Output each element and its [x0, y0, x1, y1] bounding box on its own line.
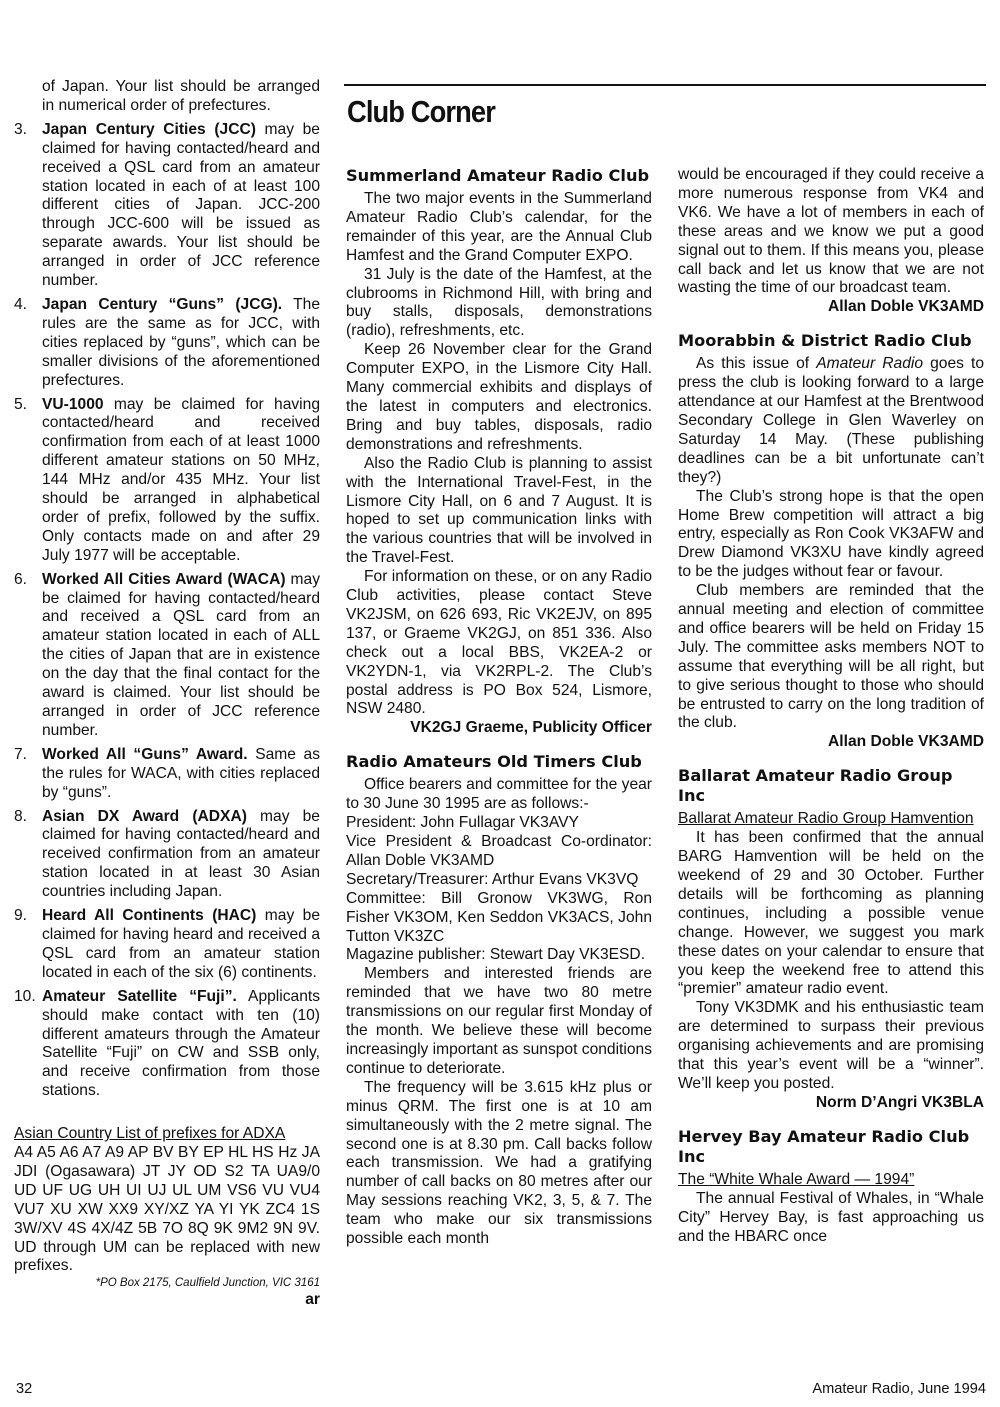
award-text: may be claimed for having heard and received a QSL card from an amateur station located in each of the six (6) continents.: [42, 907, 320, 981]
text-run: As this issue of: [696, 355, 817, 373]
award-text: may be claimed for having contacted/heard and received confirmation from an amateur station located in at least 30 Asian countries including Japan.: [42, 807, 320, 901]
award-title: Heard All Continents (HAC): [42, 907, 257, 925]
paragraph: [678, 355, 984, 487]
item-number: 7.: [14, 745, 28, 763]
prefix-list-title: Asian Country List of prefixes for ADXA: [14, 1125, 286, 1143]
award-text: may be claimed for having contacted/heard and received a QSL card from an amateur station located in each of ALL the cities of Japan that are in existence on the day that the final contact for the award is claimed. Your list should be arranged in order of JCC reference number.: [42, 570, 320, 739]
officer-line: Magazine publisher: Stewart Day VK3ESD.: [346, 946, 646, 964]
officer-line: Committee: Bill Gronow VK3WG, Ron Fisher VK3OM, Ken Seddon VK3ACS, John Tutton VK3ZC: [346, 889, 652, 945]
award-title: Japan Century Cities (JCC): [42, 120, 256, 138]
paragraph: The frequency will be 3.615 kHz plus or minus QRM. The first one is at 10 am simultaneously with the 2 metre signal. The second one is at 8.30 pm. Call backs follow each transmission. We had a gratifying number of call backs on 80 metres after our May sessions reaching VK2, 3, 5, & 7. The team who make our six transmissions possible each month: [346, 1078, 652, 1248]
item-number: 3.: [14, 120, 28, 138]
award-text: may be claimed for having contacted/heard and received a QSL card from an amateur station located in each of at least 100 different cities of Japan. JCC-200 through JCC-600 will be issued as separate awards. Your list should be arranged in order of JCC reference number.: [42, 120, 320, 290]
end-mark: ar: [305, 1291, 320, 1309]
item-number: 10.: [14, 987, 36, 1005]
award-title: VU-1000: [42, 395, 104, 413]
award-item: [14, 907, 320, 983]
paragraph: It has been confirmed that the annual BARG Hamvention will be held on the weekend of 29 and 30 October. Further details will be forthcoming as planning continues, including a possible venue change. However, we suggest you mark these dates on your calendar to ensure that you keep the weekend free to attend this “premier” amateur radio event.: [678, 829, 984, 998]
officer-line: President: John Fullagar VK3AVY: [346, 814, 579, 832]
paragraph: The Club’s strong hope is that the open Home Brew competition will attract a big entry, especially as Ron Cook VK3AFW and Drew Diamond VK3XU have kindly agreed to be the judges without fear or favour.: [678, 487, 984, 581]
magazine-issue: Amateur Radio, June 1994: [812, 1381, 986, 1397]
award-item: [14, 988, 320, 1101]
page-title: Club Corner: [347, 94, 495, 129]
award-title: Worked All Cities Award (WACA): [42, 570, 286, 588]
right-column: [678, 166, 984, 1246]
left-column: [14, 78, 320, 1310]
page-number: 32: [16, 1381, 33, 1397]
item-number: 9.: [14, 907, 28, 925]
paragraph: Office bearers and committee for the year to 30 June 30 1995 are as follows:-: [346, 776, 652, 813]
middle-column: [346, 166, 652, 1249]
ballarat-signature: Norm D’Angri VK3BLA: [815, 1093, 984, 1111]
award-item: [14, 571, 320, 741]
author-address: *PO Box 2175, Caulfield Junction, VIC 3161: [95, 1277, 320, 1290]
item-number: 8.: [14, 807, 28, 825]
award-title: Asian DX Award (ADXA): [42, 807, 247, 825]
paragraph: 31 July is the date of the Hamfest, at the clubrooms in Richmond Hill, with bring and buy stalls, disposals, demonstrations (radio), refreshments, etc.: [346, 265, 652, 340]
item-number: 4.: [14, 295, 28, 313]
hervey-heading: Hervey Bay Amateur Radio Club Inc: [678, 1126, 970, 1166]
paragraph: Also the Radio Club is planning to assist with the International Travel-Fest, in the Lismore City Hall, on 6 and 7 August. It is hoped to set up communication links with the various countries that will be involved in the Travel-Fest.: [346, 454, 652, 567]
text-run: goes to press the club is looking forward to a large attendance at our Hamfest at the Brentwood Secondary College in Glen Waverley on Saturday 14 May. (These publishing deadlines can be a bit unfortunate can’t they?): [678, 355, 985, 486]
award-text: Same as the rules for WACA, with cities replaced by “guns”.: [42, 745, 320, 801]
paragraph: would be encouraged if they could receive a more numerous response from VK4 and VK6. We have a lot of members in each of these areas and we know we put a good signal out to them. If this means you, please call back and let us know that we are not wasting the time of our broadcast team.: [678, 166, 984, 297]
raotc-signature: Allan Doble VK3AMD: [828, 298, 984, 316]
raotc-heading: Radio Amateurs Old Timers Club: [346, 752, 642, 772]
award-item: [14, 121, 320, 291]
hervey-subheading: The “White Whale Award — 1994”: [678, 1170, 915, 1188]
item-number: 6.: [14, 570, 28, 588]
paragraph: Members and interested friends are reminded that we have two 80 metre transmissions on our regular first Monday of the month. We believe these will become increasingly important as sunspot conditions continue to deteriorate.: [346, 965, 652, 1077]
award-text: may be claimed for having contacted/heard and received confirmation from each of at least 1000 different amateur stations on 50 MHz, 144 MHz and/or 435 MHz. Your list should be arranged in alphabetical order of prefix, followed by the suffix. Only contacts made on and after 29 July 1977 will be acceptable.: [42, 395, 320, 564]
summerland-signature: VK2GJ Graeme, Publicity Officer: [410, 719, 652, 737]
award-item: [14, 396, 320, 566]
moorabbin-heading: Moorabbin & District Radio Club: [678, 331, 972, 351]
paragraph: Club members are reminded that the annual meeting and election of committee and office bearers will be held on Friday 15 July. The committee asks members NOT to assume that everything will be all right, but to give serious thought to those who should be entrusted to carry on the long tradition of the club.: [678, 582, 984, 732]
award-title: Amateur Satellite “Fuji”.: [42, 987, 237, 1005]
header-rule: [344, 84, 986, 86]
award-item: [14, 296, 320, 391]
award-text: Applicants should make contact with ten (10) different amateurs through the Amateur Satellite “Fuji” on CW and SSB only, and receive confirmation from those stations.: [42, 987, 320, 1100]
paragraph: Keep 26 November clear for the Grand Computer EXPO, in the Lismore City Hall. Many commercial exhibits and displays of the latest in computers and electronics. Bring and buy tables, disposals, radio demonstrations and refreshments.: [346, 341, 652, 453]
paragraph: Tony VK3DMK and his enthusiastic team are determined to surpass their previous organising achievements and are promising that this year’s event will be a “winner”. We’ll keep you posted.: [678, 999, 984, 1092]
paragraph: The two major events in the Summerland Amateur Radio Club’s calendar, for the remainder of this year, are the Annual Club Hamfest and the Grand Computer EXPO.: [346, 190, 652, 264]
intro-text: of Japan. Your list should be arranged in numerical order of prefectures.: [42, 78, 320, 114]
officer-line: Vice President & Broadcast Co-ordinator: Allan Doble VK3AMD: [346, 833, 652, 869]
award-item: [14, 746, 320, 803]
ballarat-subheading: Ballarat Amateur Radio Group Hamvention: [678, 810, 974, 828]
item-number: 5.: [14, 395, 28, 413]
paragraph: For information on these, or on any Radio Club activities, please contact Steve VK2JSM, on 626 693, Ric VK2EJV, on 895 137, or Graeme VK2GJ, on 851 336. Also check out a local BBS, VK2EA-2 or VK2YDN-1, via VK2RPL-2. The Club’s postal address is PO Box 524, Lismore, NSW 2480.: [346, 568, 652, 718]
award-item: [14, 808, 320, 903]
summerland-heading: Summerland Amateur Radio Club: [346, 166, 650, 185]
magazine-name: Amateur Radio: [816, 355, 924, 373]
paragraph: The annual Festival of Whales, in “Whale City” Hervey Bay, is fast approaching us and the HBARC once: [678, 1189, 984, 1245]
award-title: Worked All “Guns” Award.: [42, 745, 248, 763]
officer-line: Secretary/Treasurer: Arthur Evans VK3VQ: [346, 870, 639, 888]
prefix-list: A4 A5 A6 A7 A9 AP BV BY EP HL HS Hz JA JDI (Ogasawara) JT JY OD S2 TA UA9/0 UD UF UG UH UI UJ UL UM VS6 VU VU4 VU7 XU XW XX9 XY/XZ YA YI YK ZC4 1S 3W/XV 4S 4X/4Z 5B 7O 8Q 9K 9M2 9N 9V. UD through UM can be replaced with new prefixes.: [14, 1144, 320, 1275]
ballarat-heading: Ballarat Amateur Radio Group Inc: [678, 766, 953, 806]
award-text: The rules are the same as for JCC, with cities replaced by “guns”, which can be smaller divisions of the aforementioned prefectures.: [42, 295, 320, 389]
moorabbin-signature: Allan Doble VK3AMD: [828, 733, 984, 751]
award-title: Japan Century “Guns” (JCG).: [42, 295, 283, 313]
